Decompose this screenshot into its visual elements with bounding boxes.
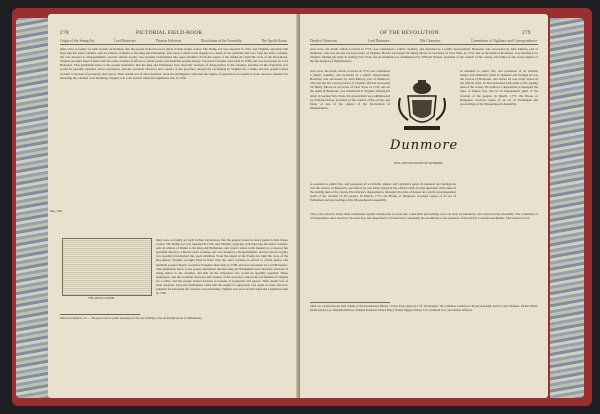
dunmore-seal-illustration — [394, 72, 450, 134]
dunmore-signature: Dunmore — [390, 138, 459, 153]
right-head-rule — [310, 44, 538, 45]
apollo-room-illustration — [62, 238, 152, 296]
left-running-head: PICTORIAL FIELD-BOOK — [136, 30, 203, 36]
left-subhead: Dissolution of the Assembly. — [200, 39, 243, 43]
right-running-head: OF THE REVOLUTION. — [380, 30, 441, 36]
footnote-rule — [60, 314, 140, 315]
right-page — [300, 14, 548, 398]
right-body-text-left-column: tears were, his death, which occurred in 1770, was considered a public calamity, and mourned as a public bereavement. Botetourt was succeeded by John Murray, earl of Dunmore, who was the last royal governor of Virginia. He had succeeded Sir Henry Moore as Governor of New York, in 1770, and on the death of Botetourt, was transferred to Virginia. During his delay in leaving New York, the government was administered by William Nelson, president of the council of the colony, and father of one of the signers of the Declaration of Independence. — [310, 69, 390, 110]
left-page — [48, 14, 298, 398]
left-subheads — [60, 39, 288, 43]
seal-caption: SEAL AND SIGNATURE OF DUNMORE. — [394, 162, 444, 165]
right-body-text-side-column: as essential to public life, and possessed of an irritable temper and vindictive spirit. In manners and feelings he was the reverse of Botetourt, and before he was fairly seated in the official chair, he had quarreled with some of the leading men of the colony. He evinced a disposition to disregard the rules of honest law, and in an independent spirit of the wisdom of the people. In March, 1773, the House of Burgesses received copies of an act of Parliament and proceedings of the Massachusetts Assembly. — [460, 69, 538, 106]
left-subhead: Lord Botetourt. — [114, 39, 137, 43]
right-subheads — [310, 39, 538, 43]
illustration-caption: THE APOLLO ROOM. — [88, 297, 115, 300]
right-subhead: Death of Botetourt. — [310, 39, 338, 43]
right-body-text-top: tears were, his death, which occurred in 1770, was considered a public calamity, and mourned as a public bereavement. Botetourt was succeeded by John Murray, earl of Dunmore, who was the last royal governor of Virginia. He had succeeded Sir Henry Moore as Governor of New York, in 1770, and on the death of Botetourt, was transferred to Virginia. During his delay in leaving New York, the government was administered by William Nelson, president of the council of the colony, and father of one of the signers of the Declaration of Independence. — [310, 47, 538, 64]
left-page-number: 278 — [60, 30, 69, 36]
right-subhead: Lord Dunmore. — [367, 39, 391, 43]
left-head-rule — [60, 44, 288, 45]
right-body-text-bottom: They were about to adopt other resolutions equally unwelcome to royal rule, when their proceedings were cut short by Dunmore, who dissolved the Assembly. The committee of correspondence met, however, the next day, and dispatched a circular letter containing the resolutions to the speakers of the several Colonial Assemblies. The General Court — [310, 212, 538, 221]
right-subhead: His Character. — [420, 39, 441, 43]
right-marbled-edge — [550, 18, 584, 398]
right-page-number: 279 — [522, 30, 531, 36]
left-subhead: Thomas Jefferson. — [155, 39, 182, 43]
left-body-text: mine were so fatally set forth in their declaration, that the people lacked no more guide in their future course. The Stamp Act was repealed in 1766, and Virginia, rejoicing with hope like her sister colonies, sent an address of thanks to the king and Parliament, and voted a statue to his majesty as a token of her gratitude and love. Like her sister colonies, she was doomed to disappointment, and her sincere loyalty was speedily transformed into open rebellion. From the repeal of the Stamp Act until the close of the Revolution, Virginia wrought hand in hand with the other colonies in efforts to obtain justice and maintain popular liberty. Governor Fauquier died early in 1768, and was succeeded by Lord Botetourt. That gentleman knew to his people assurances that the king and Parliament were sincerely desirous of doing justice to the colonies, and that all the obnoxious acts would be speedily repealed. These assurances, and the excellent character and conduct of the governor, allayed the excitement in Virginia for a while, and her people looked forward to seasons of prosperity and repose. Their dream was of short duration. Soon the intelligence came that the engine of oppression was again at work, and new schemes for harassing the colonies were maturing. Virginia was soon excited when the Legislature met in 1769. — [60, 47, 288, 80]
right-footnotes: These are copied from the third volume of the Documentary History of New York, edited by E. B. O'Callaghan. The committee consisted of Peyton Randolph, Robert Carter Nicholas, Richard Bland, Richard Henry Lee, Benjamin Harrison, Edmund Pendleton, Patrick Henry, Dudley Digges, Dabney Carr, Archibald Cary, and Thomas Jefferson. — [310, 305, 538, 312]
margin-note: May, 1769. — [50, 210, 63, 213]
right-subhead: Committees of Vigilance and Correspondence. — [470, 39, 538, 43]
left-marbled-edge — [16, 18, 50, 398]
right-footnote-rule — [310, 302, 390, 303]
left-subhead: Origin of the Stamp Act. — [60, 39, 96, 43]
left-body-text-continued: mine were so fatally set forth in their declaration, that the people lacked no more guide in their future course. The Stamp Act was repealed in 1766, and Virginia, rejoicing with hope like her sister colonies, sent an address of thanks to the king and Parliament, and voted a statue to his majesty as a token of her gratitude and love. Like her sister colonies, she was doomed to disappointment, and her sincere loyalty was speedily transformed into open rebellion. From the repeal of the Stamp Act until the close of the Revolution, Virginia wrought hand in hand with the other colonies in efforts to obtain justice and maintain popular liberty. Governor Fauquier died early in 1768, and was succeeded by Lord Botetourt. That gentleman knew to his people assurances that the king and Parliament were sincerely desirous of doing justice to the colonies, and that all the obnoxious acts would be speedily repealed. These assurances, and the excellent character and conduct of the governor, allayed the excitement in Virginia for a while, and her people looked forward to seasons of prosperity and repose. Their dream was of short duration. Soon the intelligence came that the engine of oppression was again at work, and new schemes for harassing the colonies were maturing. Virginia was soon excited when the Legislature met in 1769. — [156, 238, 288, 296]
left-footnotes: Jefferson's Memoir, i. 6. — The great room of public meetings is in the rear building of the old Raleigh tavern at Williamsburg. — [60, 317, 203, 320]
left-subhead: The Apollo Room. — [261, 39, 288, 43]
right-body-text-middle: as essential to public life, and possessed of an irritable temper and vindictive spirit. In manners and feelings he was the reverse of Botetourt, and before he was fairly seated in the official chair, he had quarreled with some of the leading men of the colony. He evinced a disposition to disregard the rules of honest law, and in an independent spirit of the wisdom of the people. In March, 1773, the House of Burgesses received copies of an act of Parliament and proceedings of the Massachusetts Assembly. — [310, 182, 456, 203]
